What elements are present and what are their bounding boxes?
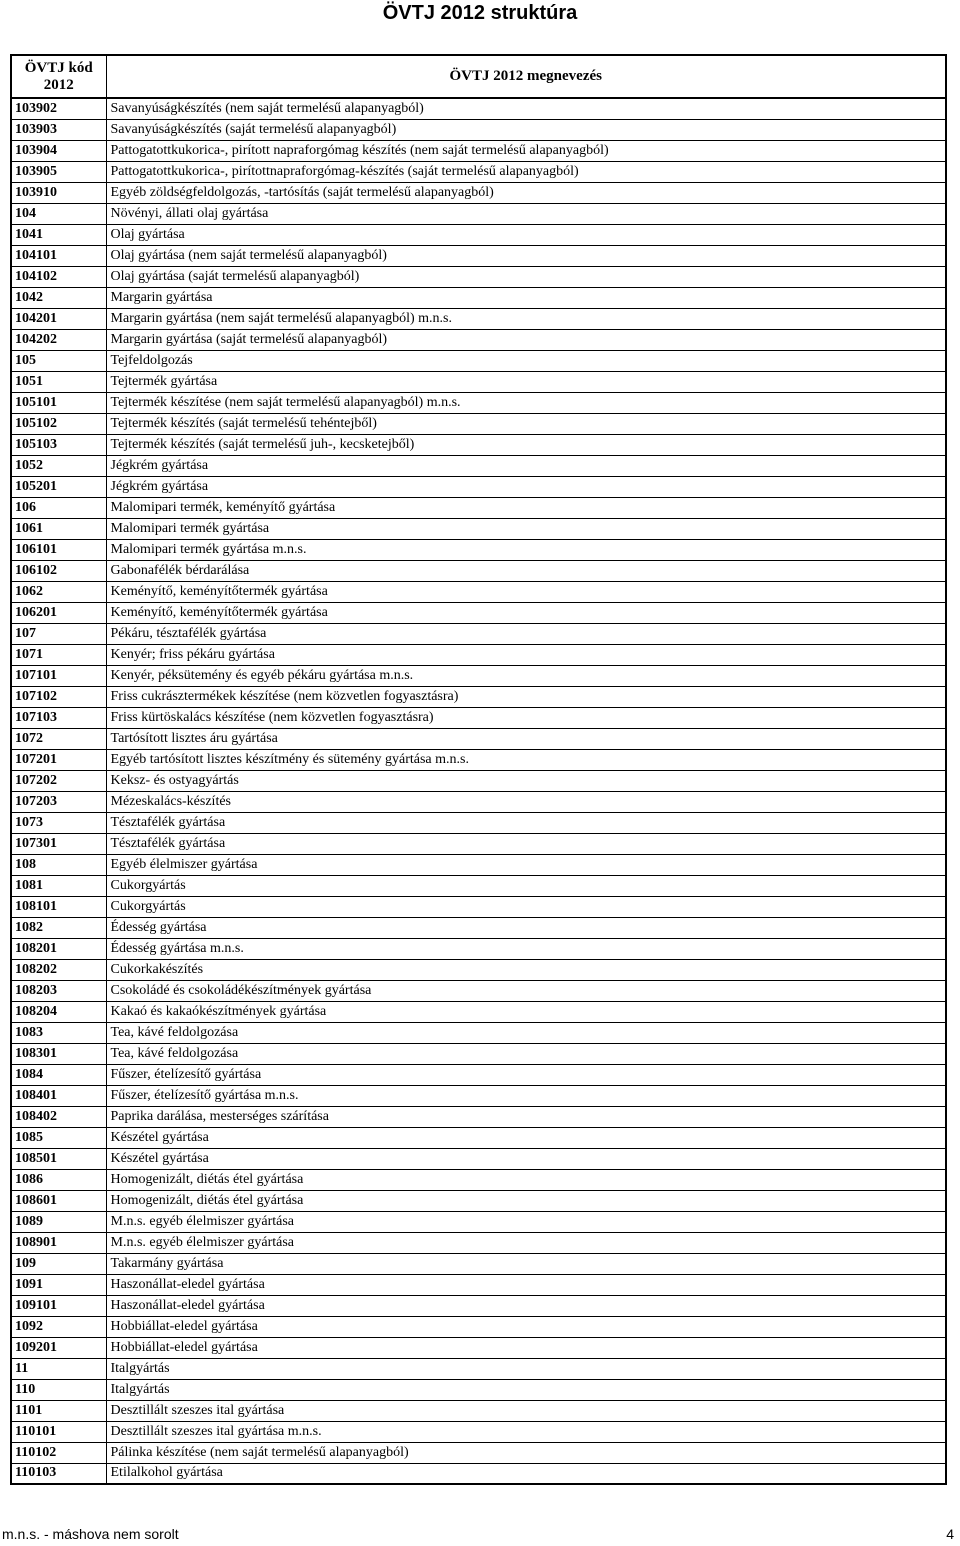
table-row <box>11 287 946 308</box>
row-name: Egyéb élelmiszer gyártása <box>106 854 946 875</box>
table-row <box>11 161 946 182</box>
table-row <box>11 371 946 392</box>
row-name: Egyéb zöldségfeldolgozás, -tartósítás (saját termelésű alapanyagból) <box>106 182 946 203</box>
row-name: Pékáru, tésztafélék gyártása <box>106 623 946 644</box>
row-code: 1071 <box>11 644 106 665</box>
row-code: 107102 <box>11 686 106 707</box>
table-row <box>11 665 946 686</box>
table-body <box>11 98 946 1484</box>
row-code: 104102 <box>11 266 106 287</box>
row-name: Margarin gyártása <box>106 287 946 308</box>
row-name: Haszonállat-eledel gyártása <box>106 1295 946 1316</box>
row-name: Kenyér, péksütemény és egyéb pékáru gyártása m.n.s. <box>106 665 946 686</box>
row-code: 107203 <box>11 791 106 812</box>
table-row <box>11 959 946 980</box>
row-code: 103902 <box>11 98 106 119</box>
row-name: Homogenizált, diétás étel gyártása <box>106 1169 946 1190</box>
row-name: Margarin gyártása (saját termelésű alapanyagból) <box>106 329 946 350</box>
row-name: Savanyúságkészítés (saját termelésű alapanyagból) <box>106 119 946 140</box>
row-code: 110101 <box>11 1421 106 1442</box>
row-name: Jégkrém gyártása <box>106 476 946 497</box>
table-row <box>11 791 946 812</box>
table-row <box>11 455 946 476</box>
table-row <box>11 560 946 581</box>
row-code: 1086 <box>11 1169 106 1190</box>
table-row <box>11 1043 946 1064</box>
table-row <box>11 140 946 161</box>
row-code: 107103 <box>11 707 106 728</box>
row-name: Homogenizált, diétás étel gyártása <box>106 1190 946 1211</box>
row-code: 110102 <box>11 1442 106 1463</box>
row-code: 107202 <box>11 770 106 791</box>
table-row <box>11 1190 946 1211</box>
footer-note: m.n.s. - máshova nem sorolt <box>2 1526 179 1542</box>
page-number: 4 <box>946 1526 954 1542</box>
row-code: 103904 <box>11 140 106 161</box>
row-code: 108401 <box>11 1085 106 1106</box>
row-name: Olaj gyártása (saját termelésű alapanyagból) <box>106 266 946 287</box>
table-row <box>11 182 946 203</box>
row-code: 103905 <box>11 161 106 182</box>
table-row <box>11 539 946 560</box>
row-name: Édesség gyártása m.n.s. <box>106 938 946 959</box>
row-name: Pattogatottkukorica-, pirított napraforgómag készítés (nem saját termelésű alapanyagból) <box>106 140 946 161</box>
table-row <box>11 1358 946 1379</box>
table-row <box>11 1169 946 1190</box>
row-code: 108203 <box>11 980 106 1001</box>
row-code: 104201 <box>11 308 106 329</box>
row-code: 104202 <box>11 329 106 350</box>
row-code: 1085 <box>11 1127 106 1148</box>
row-code: 108201 <box>11 938 106 959</box>
table-row <box>11 917 946 938</box>
table-row <box>11 602 946 623</box>
table-row <box>11 1442 946 1463</box>
table-row <box>11 1463 946 1484</box>
row-code: 103903 <box>11 119 106 140</box>
table-row <box>11 854 946 875</box>
row-name: Keksz- és ostyagyártás <box>106 770 946 791</box>
row-code: 1101 <box>11 1400 106 1421</box>
row-name: Készétel gyártása <box>106 1148 946 1169</box>
table-row <box>11 581 946 602</box>
row-name: Jégkrém gyártása <box>106 455 946 476</box>
table-row <box>11 644 946 665</box>
table-row <box>11 1253 946 1274</box>
row-code: 110103 <box>11 1463 106 1484</box>
table-row <box>11 707 946 728</box>
row-code: 1081 <box>11 875 106 896</box>
row-name: Italgyártás <box>106 1358 946 1379</box>
header-code-line2: 2012 <box>43 76 74 93</box>
row-name: Tejtermék gyártása <box>106 371 946 392</box>
row-name: Friss kürtöskalács készítése (nem közvetlen fogyasztásra) <box>106 707 946 728</box>
row-name: Csokoládé és csokoládékészítmények gyártása <box>106 980 946 1001</box>
table-row <box>11 308 946 329</box>
table-row <box>11 1085 946 1106</box>
row-name: Édesség gyártása <box>106 917 946 938</box>
row-code: 108101 <box>11 896 106 917</box>
table-row <box>11 1211 946 1232</box>
table-row <box>11 1232 946 1253</box>
row-name: Margarin gyártása (nem saját termelésű alapanyagból) m.n.s. <box>106 308 946 329</box>
table-row <box>11 224 946 245</box>
row-code: 1091 <box>11 1274 106 1295</box>
row-code: 108501 <box>11 1148 106 1169</box>
row-name: Olaj gyártása <box>106 224 946 245</box>
row-name: Egyéb tartósított lisztes készítmény és sütemény gyártása m.n.s. <box>106 749 946 770</box>
table-row <box>11 350 946 371</box>
table-row <box>11 728 946 749</box>
row-code: 107101 <box>11 665 106 686</box>
table-row <box>11 1148 946 1169</box>
row-code: 105102 <box>11 413 106 434</box>
row-code: 104101 <box>11 245 106 266</box>
row-code: 1042 <box>11 287 106 308</box>
table-row <box>11 749 946 770</box>
table-row <box>11 875 946 896</box>
table-row <box>11 1379 946 1400</box>
row-name: Készétel gyártása <box>106 1127 946 1148</box>
row-name: Tésztafélék gyártása <box>106 812 946 833</box>
row-code: 1052 <box>11 455 106 476</box>
table-row <box>11 1421 946 1442</box>
table-row <box>11 119 946 140</box>
row-name: Cukorkakészítés <box>106 959 946 980</box>
table-row <box>11 392 946 413</box>
row-name: Tejfeldolgozás <box>106 350 946 371</box>
row-name: Takarmány gyártása <box>106 1253 946 1274</box>
row-name: Gabonafélék bérdarálása <box>106 560 946 581</box>
header-name: ÖVTJ 2012 megnevezés <box>106 55 946 98</box>
table-row <box>11 518 946 539</box>
row-code: 107201 <box>11 749 106 770</box>
row-name: Tésztafélék gyártása <box>106 833 946 854</box>
row-name: Hobbiállat-eledel gyártása <box>106 1337 946 1358</box>
row-code: 1041 <box>11 224 106 245</box>
row-name: Keményítő, keményítőtermék gyártása <box>106 581 946 602</box>
header-code <box>11 55 106 98</box>
table-row <box>11 1064 946 1085</box>
table-row <box>11 812 946 833</box>
row-code: 105103 <box>11 434 106 455</box>
row-name: Savanyúságkészítés (nem saját termelésű alapanyagból) <box>106 98 946 119</box>
row-code: 1082 <box>11 917 106 938</box>
row-name: Fűszer, ételízesítő gyártása m.n.s. <box>106 1085 946 1106</box>
row-name: Növényi, állati olaj gyártása <box>106 203 946 224</box>
table-row <box>11 980 946 1001</box>
row-code: 1073 <box>11 812 106 833</box>
row-code: 1084 <box>11 1064 106 1085</box>
row-code: 108 <box>11 854 106 875</box>
row-code: 106 <box>11 497 106 518</box>
table-row <box>11 938 946 959</box>
table-row <box>11 1106 946 1127</box>
row-code: 108402 <box>11 1106 106 1127</box>
row-name: Tejtermék készítés (saját termelésű tehéntejből) <box>106 413 946 434</box>
table-row <box>11 1316 946 1337</box>
classification-table <box>10 54 947 1485</box>
table-row <box>11 686 946 707</box>
table-row <box>11 833 946 854</box>
row-code: 1083 <box>11 1022 106 1043</box>
row-name: Malomipari termék gyártása m.n.s. <box>106 539 946 560</box>
row-code: 108601 <box>11 1190 106 1211</box>
row-code: 107301 <box>11 833 106 854</box>
row-code: 107 <box>11 623 106 644</box>
table-header-row <box>11 55 946 98</box>
table-row <box>11 1274 946 1295</box>
table-row <box>11 434 946 455</box>
row-name: Hobbiállat-eledel gyártása <box>106 1316 946 1337</box>
row-name: Desztillált szeszes ital gyártása <box>106 1400 946 1421</box>
table-row <box>11 1127 946 1148</box>
table-row <box>11 98 946 119</box>
row-name: Fűszer, ételízesítő gyártása <box>106 1064 946 1085</box>
row-code: 1051 <box>11 371 106 392</box>
row-name: Kakaó és kakaókészítmények gyártása <box>106 1001 946 1022</box>
row-code: 1072 <box>11 728 106 749</box>
row-code: 109101 <box>11 1295 106 1316</box>
row-name: Cukorgyártás <box>106 875 946 896</box>
row-name: Kenyér; friss pékáru gyártása <box>106 644 946 665</box>
row-name: Etilalkohol gyártása <box>106 1463 946 1484</box>
row-code: 11 <box>11 1358 106 1379</box>
table-row <box>11 413 946 434</box>
row-code: 108301 <box>11 1043 106 1064</box>
row-name: M.n.s. egyéb élelmiszer gyártása <box>106 1232 946 1253</box>
table-row <box>11 896 946 917</box>
row-name: Paprika darálása, mesterséges szárítása <box>106 1106 946 1127</box>
row-name: Italgyártás <box>106 1379 946 1400</box>
table-row <box>11 1001 946 1022</box>
row-name: Tejtermék készítés (saját termelésű juh-, kecsketejből) <box>106 434 946 455</box>
table-row <box>11 770 946 791</box>
row-code: 1061 <box>11 518 106 539</box>
row-code: 103910 <box>11 182 106 203</box>
row-code: 1089 <box>11 1211 106 1232</box>
row-code: 108204 <box>11 1001 106 1022</box>
table-row <box>11 203 946 224</box>
row-name: Tejtermék készítése (nem saját termelésű alapanyagból) m.n.s. <box>106 392 946 413</box>
row-code: 110 <box>11 1379 106 1400</box>
row-code: 106201 <box>11 602 106 623</box>
row-name: Pálinka készítése (nem saját termelésű alapanyagból) <box>106 1442 946 1463</box>
row-code: 105101 <box>11 392 106 413</box>
row-name: Haszonállat-eledel gyártása <box>106 1274 946 1295</box>
row-code: 106101 <box>11 539 106 560</box>
row-name: Tea, kávé feldolgozása <box>106 1043 946 1064</box>
row-code: 109 <box>11 1253 106 1274</box>
row-code: 108202 <box>11 959 106 980</box>
row-name: Tea, kávé feldolgozása <box>106 1022 946 1043</box>
row-code: 105 <box>11 350 106 371</box>
table-row <box>11 245 946 266</box>
table-row <box>11 476 946 497</box>
table-row <box>11 1022 946 1043</box>
row-name: Malomipari termék, keményítő gyártása <box>106 497 946 518</box>
row-code: 1092 <box>11 1316 106 1337</box>
row-name: Olaj gyártása (nem saját termelésű alapanyagból) <box>106 245 946 266</box>
table-row <box>11 497 946 518</box>
row-code: 105201 <box>11 476 106 497</box>
row-name: Desztillált szeszes ital gyártása m.n.s. <box>106 1421 946 1442</box>
row-code: 109201 <box>11 1337 106 1358</box>
table-row <box>11 1400 946 1421</box>
row-code: 106102 <box>11 560 106 581</box>
table-row <box>11 1337 946 1358</box>
row-code: 1062 <box>11 581 106 602</box>
row-name: Cukorgyártás <box>106 896 946 917</box>
row-name: Tartósított lisztes áru gyártása <box>106 728 946 749</box>
table-row <box>11 266 946 287</box>
row-name: Pattogatottkukorica-, pirítottnapraforgómag-készítés (saját termelésű alapanyagból) <box>106 161 946 182</box>
table-row <box>11 1295 946 1316</box>
header-code-line1: ÖVTJ kód <box>24 59 93 76</box>
table-row <box>11 623 946 644</box>
row-name: Friss cukrásztermékek készítése (nem közvetlen fogyasztásra) <box>106 686 946 707</box>
page-title: ÖVTJ 2012 struktúra <box>382 2 578 24</box>
row-code: 104 <box>11 203 106 224</box>
row-name: M.n.s. egyéb élelmiszer gyártása <box>106 1211 946 1232</box>
row-code: 108901 <box>11 1232 106 1253</box>
row-name: Keményítő, keményítőtermék gyártása <box>106 602 946 623</box>
row-name: Mézeskalács-készítés <box>106 791 946 812</box>
row-name: Malomipari termék gyártása <box>106 518 946 539</box>
table-row <box>11 329 946 350</box>
